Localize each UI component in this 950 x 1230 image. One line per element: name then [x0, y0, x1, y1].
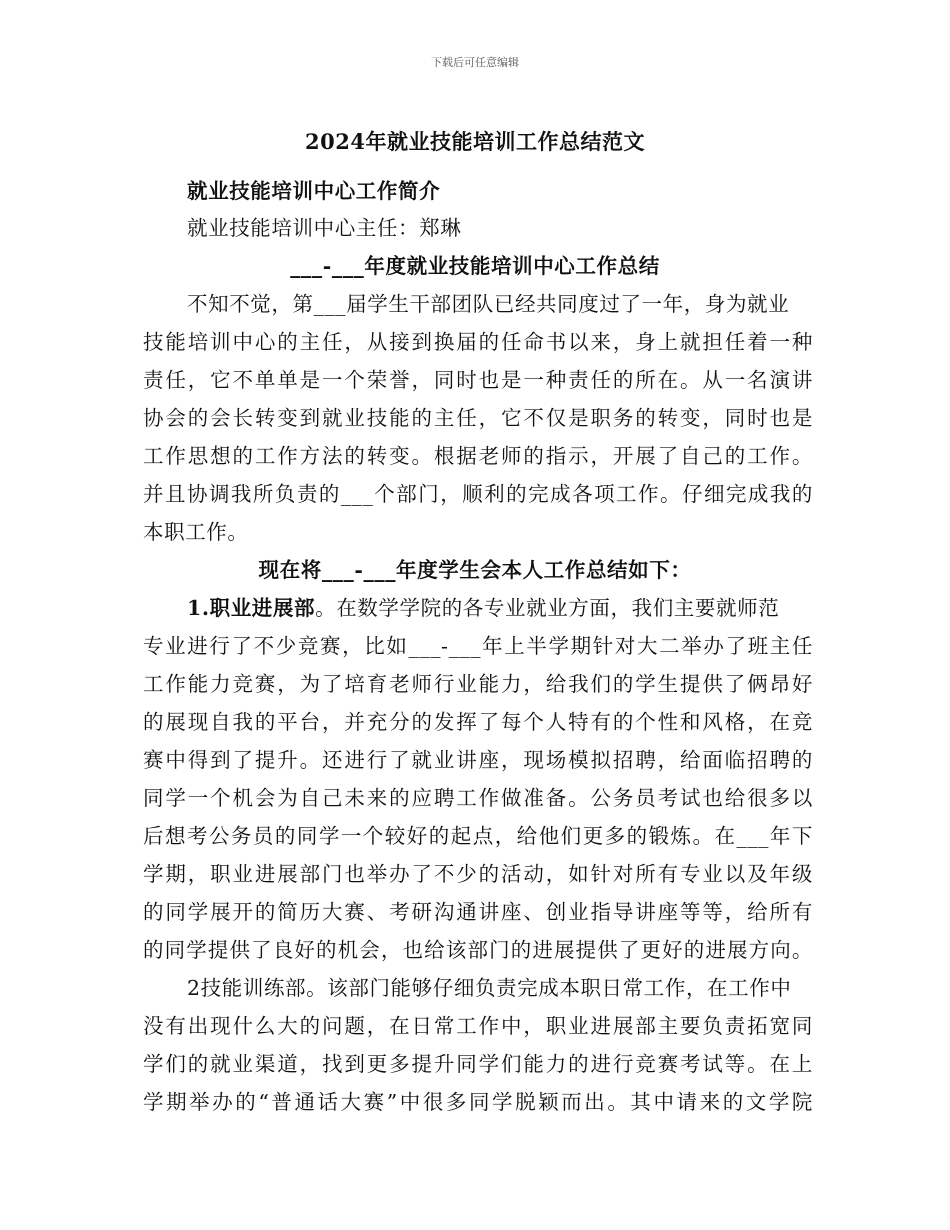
document-title: 2024年就业技能培训工作总结范文: [305, 129, 645, 154]
paragraph-line: 的同学提供了良好的机会，也给该部门的进展提供了更好的进展方向。: [143, 938, 813, 962]
paragraph-line: 学期举办的“普通话大赛”中很多同学脱颖而出。其中请来的文学院: [143, 1090, 813, 1114]
paragraph-line: 并且协调我所负责的___个部门，顺利的完成各项工作。仔细完成我的: [143, 482, 813, 506]
director-line: 就业技能培训中心主任：郑琳: [187, 216, 462, 240]
paragraph-line: 技能培训中心的主任，从接到换届的任命书以来，身上就担任着一种: [143, 330, 813, 354]
paragraph-line: 的展现自我的平台，并充分的发挥了每个人特有的个性和风格，在竞: [143, 710, 813, 734]
paragraph-line: 学们的就业渠道，找到更多提升同学们能力的进行竞赛考试等。在上: [143, 1052, 813, 1076]
paragraph-line: 学期，职业进展部门也举办了不少的活动，如针对所有专业以及年级: [143, 862, 813, 886]
paragraph-line: 协会的会长转变到就业技能的主任，它不仅是职务的转变，同时也是: [143, 406, 813, 430]
section-heading-2: 现在将___-___年度学生会本人工作总结如下：: [258, 558, 692, 582]
page-header: 下载后可任意编辑: [431, 56, 519, 69]
sub-heading: ___-___年度就业技能培训中心工作总结: [290, 254, 660, 278]
paragraph-line: 没有出现什么大的问题，在日常工作中，职业进展部主要负责拓宽同: [143, 1014, 813, 1038]
item1-label: 1.职业进展部: [187, 596, 316, 620]
paragraph-line: 工作能力竞赛，为了培育老师行业能力，给我们的学生提供了俩昂好: [143, 672, 813, 696]
paragraph-line: 不知不觉，第___届学生干部团队已经共同度过了一年，身为就业: [187, 292, 790, 316]
paragraph-line: 本职工作。: [143, 520, 249, 544]
paragraph-line: 赛中得到了提升。还进行了就业讲座，现场模拟招聘，给面临招聘的: [143, 748, 813, 772]
item1-first-line: [187, 591, 813, 621]
paragraph-line: 2技能训练部。该部门能够仔细负责完成本职日常工作，在工作中: [187, 976, 792, 1000]
paragraph-line: 责任，它不单单是一个荣誉，同时也是一种责任的所在。从一名演讲: [143, 368, 813, 392]
section-heading: 就业技能培训中心工作简介: [187, 179, 441, 203]
paragraph-line: 后想考公务员的同学一个较好的起点，给他们更多的锻炼。在___年下: [143, 824, 813, 848]
item1-first-text: 。在数学学院的各专业就业方面，我们主要就师范: [315, 596, 780, 620]
paragraph-line: 工作思想的工作方法的转变。根据老师的指示，开展了自己的工作。: [143, 444, 813, 468]
paragraph-line: 专业进行了不少竞赛，比如___-___年上半学期针对大二举办了班主任: [143, 634, 813, 658]
paragraph-line: 的同学展开的简历大赛、考研沟通讲座、创业指导讲座等等，给所有: [143, 900, 813, 924]
paragraph-line: 同学一个机会为自己未来的应聘工作做准备。公务员考试也给很多以: [143, 786, 813, 810]
